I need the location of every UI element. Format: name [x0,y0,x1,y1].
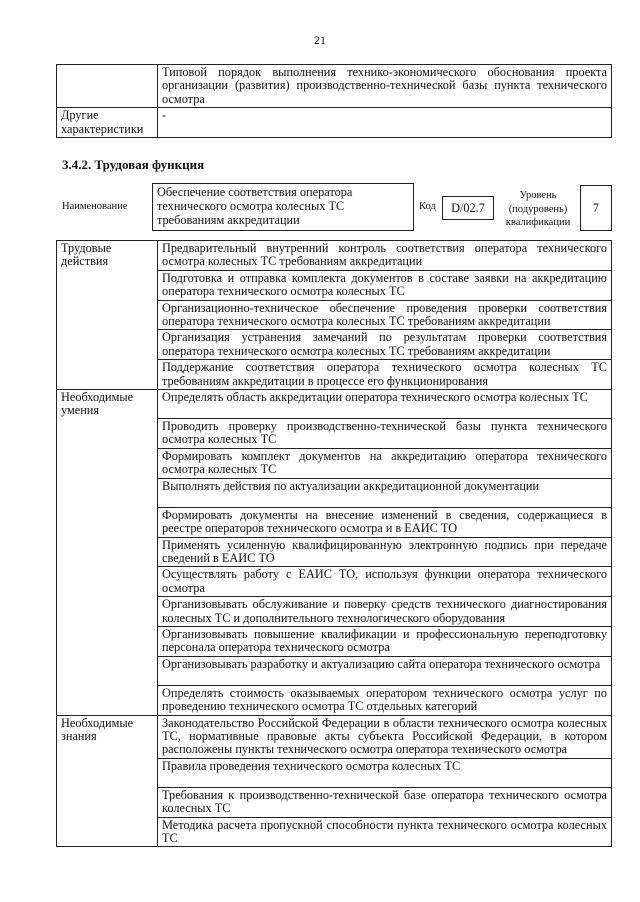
name-label: Наименование [62,201,128,212]
row-label: Другие характеристики [57,108,158,138]
labor-actions-label: Трудовые действия [57,241,158,390]
required-knowledge-label: Необходимые знания [57,715,158,847]
required-skills-item: Определять стоимость оказываемых оператором технического осмотра услуг по проведению технического осмотра ТС отдельных категорий [158,685,612,715]
table-row [57,241,612,271]
labor-actions-item: Подготовка и отправка комплекта документов в составе заявки на аккредитацию оператора технического осмотра колесных ТС [158,270,612,300]
table-row [57,65,612,108]
required-skills-item: Организовывать обслуживание и поверку средств технического диагностирования колесных ТС и дополнительного технологического оборудования [158,597,612,627]
row-value: - [158,108,612,138]
previous-section-table [56,64,612,138]
required-skills-item: Выполнять действия по актуализации аккредитационной документации [158,478,612,507]
required-skills-item: Формировать документы на внесение изменений в сведения, содержащиеся в реестре операторов технического осмотра и в ЕАИС ТО [158,507,612,537]
level-label: Уровень (подуровень) квалификации [505,190,571,228]
required-skills-item: Применять усиленную квалифицированную электронную подпись при передаче сведений в ЕАИС ТО [158,537,612,567]
row-label [57,65,158,108]
table-row [57,390,612,419]
required-skills-label: Необходимые умения [57,390,158,716]
row-value: Типовой порядок выполнения технико-экономического обоснования проекта организации (развития) производственно-технической базы пункта технического осмотра [158,65,612,108]
labor-function-table [56,240,612,847]
function-name-box: Обеспечение соответствия оператора технического осмотра колесных ТС требованиям аккредитации [152,183,414,231]
table-row [57,108,612,138]
page-number: 21 [314,33,326,47]
section-heading: 3.4.2. Трудовая функция [62,157,205,172]
level-box: 7 [580,185,612,231]
labor-actions-item: Предварительный внутренний контроль соответствия оператора технического осмотра колесных ТС требованиям аккредитации [158,241,612,271]
table-row [57,715,612,758]
required-skills-item: Осуществлять работу с ЕАИС ТО, используя функции оператора технического осмотра [158,567,612,597]
labor-actions-item: Организация устранения замечаний по результатам проверки соответствия оператора технического осмотра колесных ТС требованиям аккредитации [158,330,612,360]
required-skills-item: Проводить проверку производственно-технической базы пункта технического осмотра колесных ТС [158,419,612,449]
required-skills-item: Организовывать повышение квалификации и профессиональную переподготовку персонала оператора технического осмотра [158,626,612,656]
required-knowledge-item: Методика расчета пропускной способности пункта технического осмотра колесных ТС [158,817,612,847]
required-knowledge-item: Правила проведения технического осмотра колесных ТС [158,758,612,787]
labor-actions-item: Поддержание соответствия оператора технического осмотра колесных ТС требованиям аккредитации в процессе его функционирования [158,360,612,390]
required-knowledge-item: Требования к производственно-технической базе оператора технического осмотра колесных ТС [158,787,612,817]
required-skills-item: Организовывать разработку и актуализацию сайта оператора технического осмотра [158,656,612,685]
required-skills-item: Формировать комплект документов на аккредитацию оператора технического осмотра колесных ТС [158,448,612,478]
code-label: Код [419,201,436,212]
required-knowledge-item: Законодательство Российской Федерации в области технического осмотра колесных ТС, нормативные правовые акты субъекта Российской Федерации, в котором расположены пункты технического осмотра оператора технического осмотра [158,715,612,758]
labor-actions-item: Организационно-техническое обеспечение проведения проверки соответствия оператора технического осмотра колесных ТС требованиям аккредитации [158,300,612,330]
required-skills-item: Определять область аккредитации оператора технического осмотра колесных ТС [158,390,612,419]
code-box: D/02.7 [442,196,494,220]
labor-function-body [57,241,612,847]
